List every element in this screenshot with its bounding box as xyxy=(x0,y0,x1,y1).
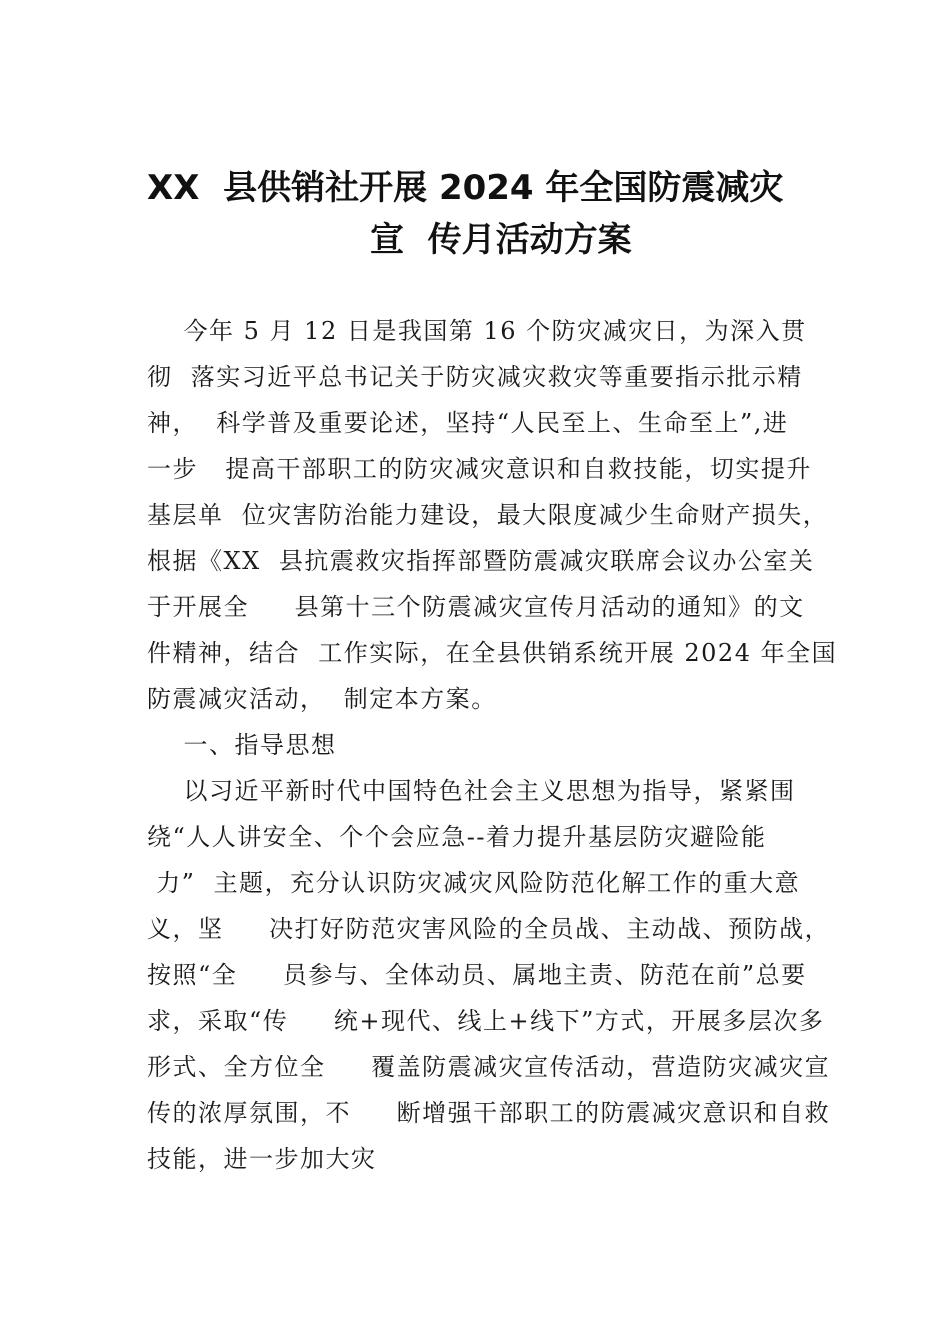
body-line: 神， 科学普及重要论述，坚持“人民至上、生命至上”,进 xyxy=(147,409,789,437)
body-line: 传的浓厚氛围，不 断增强干部职工的防震减灾意识和自救 xyxy=(147,1099,831,1127)
body-line: 彻 落实习近平总书记关于防灾减灾救灾等重要指示批示精 xyxy=(147,363,803,391)
section-heading: 一、指导思想 xyxy=(147,731,337,759)
body-line: 按照“全 员参与、全体动员、属地主责、防范在前”总要 xyxy=(147,961,807,989)
body-line: 防震减灾活动， 制定本方案。 xyxy=(147,685,497,713)
body-line: 根据《XX 县抗震救灾指挥部暨防震减灾联席会议办公室关 xyxy=(147,547,815,575)
body-line: 件精神，结合 工作实际，在全县供销系统开展 2024 年全国 xyxy=(147,639,838,667)
body-line: 一步 提高干部职工的防灾减灾意识和自救技能，切实提升 xyxy=(147,455,812,483)
document-title-line-2: 宣 传月活动方案 xyxy=(370,220,632,260)
body-line: 求，采取“传 统+现代、线上+线下”方式，开展多层次多 xyxy=(147,1007,825,1035)
body-line: 绕“人人讲安全、个个会应急--着力提升基层防灾避险能 xyxy=(147,823,767,851)
body-line: 今年 5 月 12 日是我国第 16 个防灾减灾日，为深入贯 xyxy=(147,317,807,345)
document-title-line-1: XX 县供销社开展 2024 年全国防震减灾 xyxy=(147,168,784,208)
body-line: 于开展全 县第十三个防震减灾宣传月活动的通知》的文 xyxy=(147,593,805,621)
body-line: 力” 主题，充分认识防灾减灾风险防范化解工作的重大意 xyxy=(147,869,801,897)
body-line: 技能，进一步加大灾 xyxy=(147,1145,377,1173)
body-line: 以习近平新时代中国特色社会主义思想为指导，紧紧围 xyxy=(147,777,796,805)
body-line: 义，坚 决打好防范灾害风险的全员战、主动战、预防战， xyxy=(147,915,831,943)
body-line: 基层单 位灾害防治能力建设，最大限度减少生命财产损失， xyxy=(147,501,829,529)
body-line: 形式、全方位全 覆盖防震减灾宣传活动，营造防灾减灾宣 xyxy=(147,1053,831,1081)
